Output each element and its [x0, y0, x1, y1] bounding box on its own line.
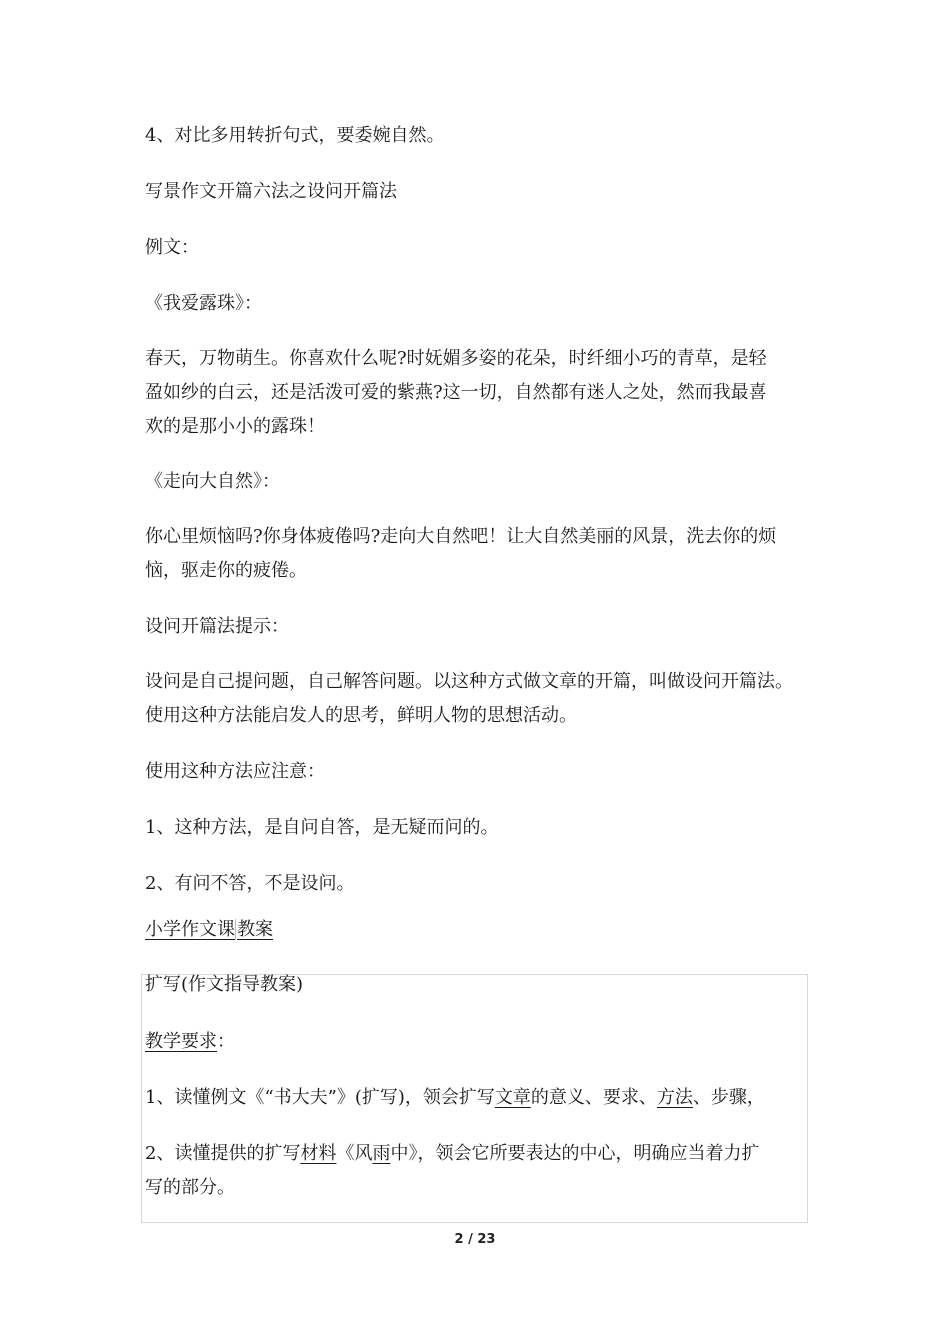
section-link-line — [145, 913, 273, 947]
section-link[interactable]: 小学作文课 — [145, 919, 235, 940]
example-title: 《走向大自然》： — [145, 471, 280, 492]
text-line: 你心里烦恼吗?你身体疲倦吗?走向大自然吧！让大自然美丽的风景，洗去你的烦 — [145, 526, 777, 547]
item-text: 中》，领会它所要表达的中心，明确应当着力扩 — [390, 1143, 760, 1164]
example-paragraph — [145, 520, 776, 588]
item-text: 《风 — [336, 1143, 373, 1164]
text-line — [145, 1137, 759, 1171]
text-line: 欢的是那小小的露珠！ — [145, 416, 325, 437]
text-line: 盈如纱的白云，还是活泼可爱的紫燕?这一切，自然都有迷人之处，然而我最喜 — [145, 382, 767, 403]
box-title: 扩写(作文指导教案) — [145, 974, 304, 995]
method-link[interactable]: 方法 — [656, 1087, 693, 1108]
paragraph: 使用这种方法应注意： — [145, 761, 325, 782]
item-text: 2、读懂提供的扩写 — [145, 1143, 301, 1164]
text-line: 设问是自己提问题，自己解答问题。以这种方式做文章的开篇，叫做设问开篇法。 — [145, 671, 793, 692]
paragraph: 例文： — [145, 237, 199, 258]
text-line: 恼，驱走你的疲倦。 — [145, 560, 307, 581]
text-line: 使用这种方法能启发人的思考，鲜明人物的思想活动。 — [145, 705, 577, 726]
colon: ： — [217, 1031, 235, 1052]
material-link[interactable]: 材料 — [300, 1143, 337, 1164]
rain-link[interactable]: 雨 — [372, 1143, 391, 1164]
item-text: 、步骤， — [692, 1087, 765, 1108]
example-paragraph — [145, 342, 767, 444]
page-number: 2 / 23 — [454, 1232, 496, 1247]
lesson-plan-link[interactable]: 教案 — [237, 919, 273, 940]
section-heading: 写景作文开篇六法之设问开篇法 — [145, 181, 397, 202]
paragraph — [145, 665, 793, 733]
item-text: 的意义、要求、 — [530, 1087, 657, 1108]
requirement-item — [145, 1137, 759, 1205]
example-title: 《我爱露珠》： — [145, 293, 262, 314]
requirements-link[interactable]: 教学要求 — [145, 1031, 217, 1052]
requirements-heading — [145, 1025, 235, 1059]
text-line: 写的部分。 — [145, 1177, 235, 1198]
list-item: 2、有问不答，不是设问。 — [145, 873, 355, 894]
article-link[interactable]: 文章 — [494, 1087, 531, 1108]
item-text: 1、读懂例文《“书大夫”》(扩写)，领会扩写 — [145, 1087, 495, 1108]
text-line: 春天，万物萌生。你喜欢什么呢?时妩媚多姿的花朵，时纤细小巧的青草，是轻 — [145, 348, 767, 369]
paragraph: 设问开篇法提示： — [145, 616, 289, 637]
paragraph: 4、对比多用转折句式，要委婉自然。 — [145, 125, 445, 146]
requirement-item — [145, 1081, 765, 1115]
list-item: 1、这种方法，是自问自答，是无疑而问的。 — [145, 817, 499, 838]
